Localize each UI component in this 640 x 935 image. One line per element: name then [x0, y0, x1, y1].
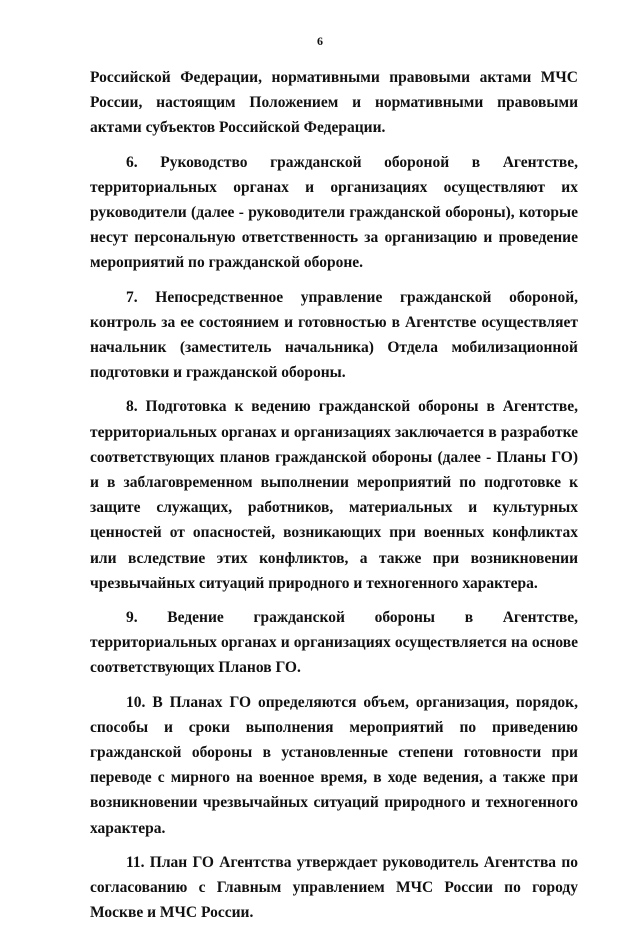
- page-number: 6: [317, 34, 323, 48]
- paragraph-7: 7. Непосредственное управление гражданской обороной, контроль за ее состоянием и готовностью в Агентстве осуществляет начальник (заместитель начальника) Отдела мобилизационной подготовки и гражданской обороны.: [90, 288, 578, 382]
- document-body: [90, 65, 578, 935]
- paragraph-11: 11. План ГО Агентства утверждает руководитель Агентства по согласованию с Главным управлением МЧС России по городу Москве и МЧС России.: [90, 853, 578, 922]
- paragraph-10: 10. В Планах ГО определяются объем, организация, порядок, способы и сроки выполнения мероприятий по приведению гражданской обороны в установленные степени готовности при переводе с мирного на военное время, в ходе ведения, а также при возникновении чрезвычайных ситуаций природного и техногенного характера.: [90, 693, 578, 837]
- paragraph-6: 6. Руководство гражданской обороной в Агентстве, территориальных органах и организациях осуществляют их руководители (далее - руководители гражданской обороны), которые несут персональную ответственность за организацию и проведение мероприятий по гражданской обороне.: [90, 153, 578, 272]
- paragraph-9: 9. Ведение гражданской обороны в Агентстве, территориальных органах и организациях осуществляется на основе соответствующих Планов ГО.: [90, 609, 578, 677]
- paragraph-8: 8. Подготовка к ведению гражданской обороны в Агентстве, территориальных органах и организациях заключается в разработке соответствующих планов гражданской обороны (далее - Планы ГО) и в заблаговременном выполнении мероприятий по подготовке к защите служащих, работников, материальных и культурных ценностей от опасностей, возникающих при военных конфликтах или вследствие этих конфликтов, а также при возникновении чрезвычайных ситуаций природного и техногенного характера.: [90, 398, 578, 592]
- paragraph-continuation: Российской Федерации, нормативными правовыми актами МЧС России, настоящим Положением и нормативными правовыми актами субъектов Российской Федерации.: [90, 69, 578, 137]
